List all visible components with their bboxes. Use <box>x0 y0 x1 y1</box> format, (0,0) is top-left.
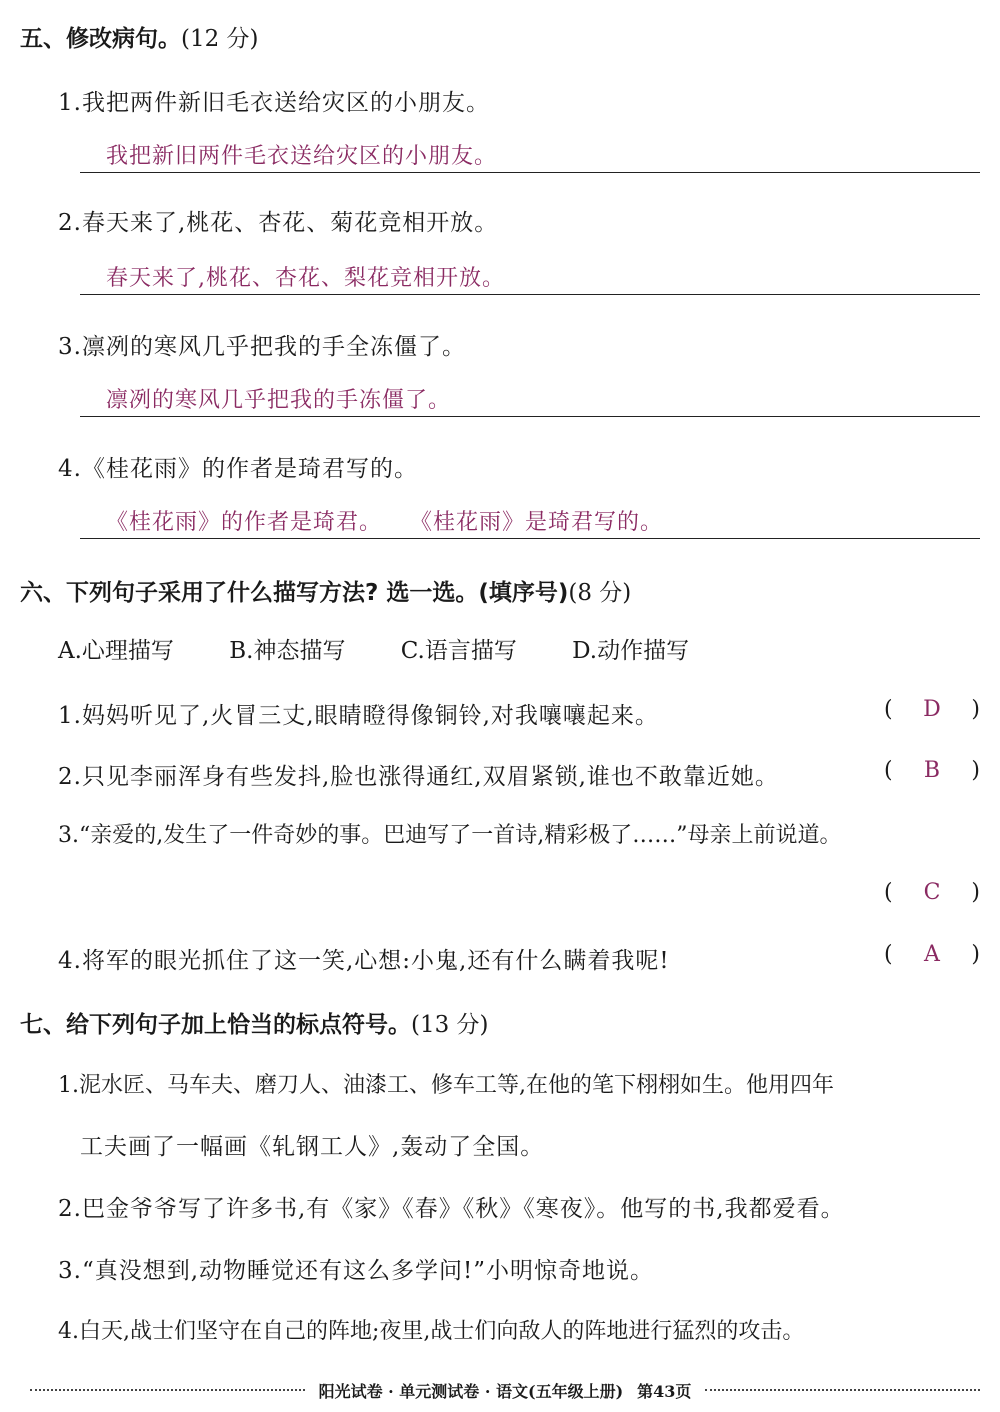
s5-answer-2: 春天来了,桃花、杏花、梨花竞相开放。 <box>106 266 505 291</box>
s7-item-1-line-2: 工夫画了一幅画《轧钢工人》,轰动了全国。 <box>80 1134 545 1160</box>
s5-question-1: 1.我把两件新旧毛衣送给灾区的小朋友。 <box>58 90 490 116</box>
s5-question-4: 4.《桂花雨》的作者是琦君写的。 <box>58 456 418 482</box>
section6-title: 六、下列句子采用了什么描写方法? 选一选。(填序号) <box>20 580 569 606</box>
s6-answer-1: D <box>923 697 941 722</box>
s6-option-c: C.语言描写 <box>400 638 517 664</box>
s6-option-b: B.神态描写 <box>229 638 346 664</box>
s6-bracket-3: ( C ) <box>884 880 980 905</box>
s6-answer-3: C <box>923 880 941 905</box>
section6-heading <box>20 574 631 607</box>
s6-answer-4: A <box>924 942 940 967</box>
s5-answer-4b: 《桂花雨》是琦君写的。 <box>410 510 664 535</box>
section5-heading <box>20 20 259 53</box>
s6-question-2: 2.只见李丽浑身有些发抖,脸也涨得通红,双眉紧锁,谁也不敢靠近她。 <box>58 764 779 790</box>
page-footer <box>30 1380 980 1400</box>
s6-question-1: 1.妈妈听见了,火冒三丈,眼睛瞪得像铜铃,对我嚷嚷起来。 <box>58 703 659 729</box>
s6-options <box>58 632 737 665</box>
s7-item-4: 4.白天,战士们坚守在自己的阵地;夜里,战士们向敌人的阵地进行猛烈的攻击。 <box>58 1319 805 1344</box>
s7-item-2: 2.巴金爷爷写了许多书,有《家》《春》《秋》《寒夜》。他写的书,我都爱看。 <box>58 1196 845 1222</box>
s5-answer-line-4 <box>80 506 980 539</box>
s6-bracket-4: ( A ) <box>884 942 980 967</box>
s7-item-3: 3.“真没想到,动物睡觉还有这么多学问!”小明惊奇地说。 <box>58 1258 655 1284</box>
s6-bracket-1: ( D ) <box>884 697 980 722</box>
s6-option-d: D.动作描写 <box>572 638 690 664</box>
section7-heading <box>20 1006 489 1039</box>
section7-points: (13 分) <box>411 1012 489 1038</box>
s5-answer-line-1 <box>80 140 980 173</box>
s6-option-a: A.心理描写 <box>58 638 174 664</box>
s6-answer-2: B <box>923 758 941 783</box>
s6-bracket-2: ( B ) <box>884 758 980 783</box>
s7-item-1-line-1: 1.泥水匠、马车夫、磨刀人、油漆工、修车工等,在他的笔下栩栩如生。他用四年 <box>58 1073 834 1098</box>
s5-answer-line-2 <box>80 262 980 295</box>
footer-title: 阳光试卷 · 单元测试卷 · 语文(五年级上册) <box>318 1381 624 1401</box>
s5-answer-1: 我把新旧两件毛衣送给灾区的小朋友。 <box>106 144 498 169</box>
section5-points: (12 分) <box>181 26 259 52</box>
s5-answer-3: 凛冽的寒风几乎把我的手冻僵了。 <box>106 388 452 413</box>
section5-title: 五、修改病句。 <box>20 26 181 52</box>
s5-answer-4a: 《桂花雨》的作者是琦君。 <box>106 510 383 535</box>
section6-points: (8 分) <box>568 580 632 606</box>
footer-page-number: 第43页 <box>637 1381 692 1401</box>
s5-answer-line-3 <box>80 384 980 417</box>
s5-question-3: 3.凛冽的寒风几乎把我的手全冻僵了。 <box>58 334 466 360</box>
footer-dotted-line-left <box>30 1389 305 1391</box>
footer-dotted-line-right <box>705 1389 980 1391</box>
s6-question-3: 3.“亲爱的,发生了一件奇妙的事。巴迪写了一首诗,精彩极了……”母亲上前说道。 <box>58 823 842 848</box>
section7-title: 七、给下列句子加上恰当的标点符号。 <box>20 1012 411 1038</box>
s6-question-4: 4.将军的眼光抓住了这一笑,心想:小鬼,还有什么瞒着我呢! <box>58 948 670 974</box>
s5-question-2: 2.春天来了,桃花、杏花、菊花竞相开放。 <box>58 210 499 236</box>
